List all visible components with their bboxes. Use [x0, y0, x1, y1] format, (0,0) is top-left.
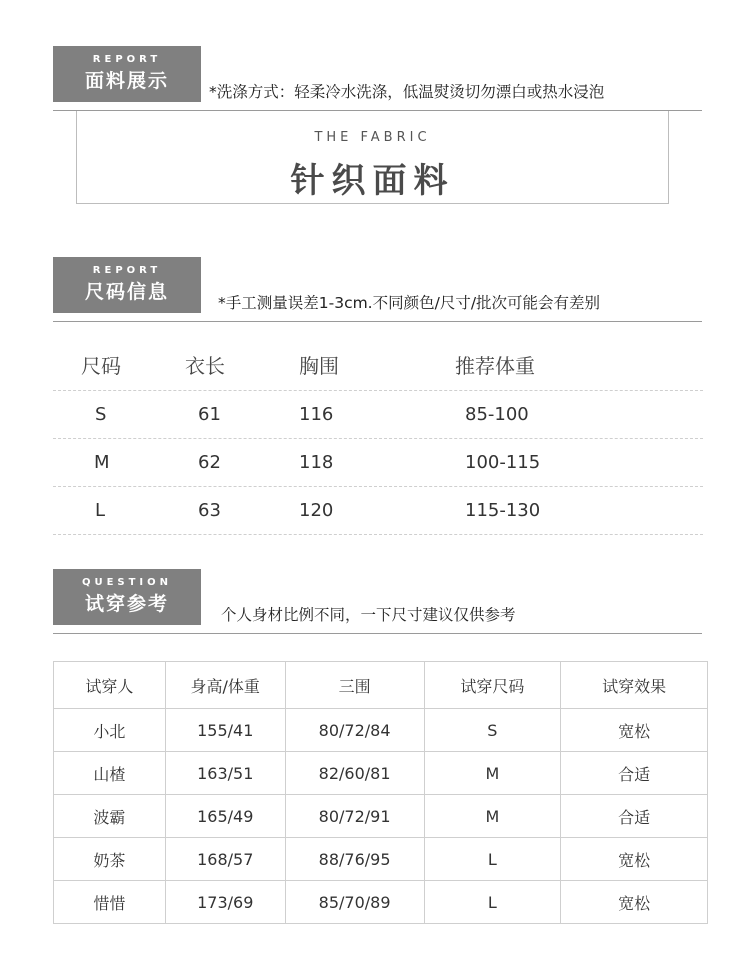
size-cell: S [95, 404, 107, 425]
size-divider [53, 321, 702, 322]
tester-cell: 小北 [54, 709, 166, 752]
measurements-cell: 85/70/89 [285, 881, 424, 924]
fit-result-cell: 合适 [561, 795, 708, 838]
size-tag-zh: 尺码信息 [84, 281, 169, 303]
fabric-wash-note: *洗涤方式：轻柔冷水洗涤，低温熨烫切勿漂白或热水浸泡 [209, 83, 605, 101]
header-fit-result: 试穿效果 [561, 662, 708, 709]
table-row [54, 752, 708, 795]
chest-cell: 118 [299, 452, 334, 473]
height-weight-cell: 155/41 [165, 709, 285, 752]
fit-result-cell: 宽松 [561, 709, 708, 752]
question-tag-en: QUESTION [81, 577, 173, 588]
height-weight-cell: 163/51 [165, 752, 285, 795]
length-cell: 62 [198, 452, 221, 473]
size-row [53, 487, 703, 535]
fit-result-cell: 宽松 [561, 881, 708, 924]
size-table [53, 343, 703, 535]
height-weight-cell: 165/49 [165, 795, 285, 838]
size-table-header [53, 343, 703, 391]
fabric-tag-en: REPORT [92, 54, 162, 65]
size-cell: M [94, 452, 110, 473]
size-row [53, 439, 703, 487]
tester-cell: 山楂 [54, 752, 166, 795]
measurements-cell: 88/76/95 [285, 838, 424, 881]
weight-cell: 85-100 [465, 404, 529, 425]
tried-size-cell: M [424, 795, 561, 838]
table-row [54, 838, 708, 881]
tester-cell: 惜惜 [54, 881, 166, 924]
fitting-table [53, 661, 708, 924]
size-measure-note: *手工测量误差1-3cm.不同颜色/尺寸/批次可能会有差别 [218, 294, 601, 312]
tester-cell: 奶茶 [54, 838, 166, 881]
size-section-tag [53, 257, 201, 313]
fabric-tag-zh: 面料展示 [84, 70, 169, 92]
question-divider [53, 633, 702, 634]
size-header-size: 尺码 [81, 354, 121, 378]
header-height-weight: 身高/体重 [165, 662, 285, 709]
weight-cell: 115-130 [465, 500, 541, 521]
fabric-title-zh: 针织面料 [290, 161, 455, 201]
table-row [54, 709, 708, 752]
question-tag-zh: 试穿参考 [84, 593, 169, 615]
measurements-cell: 80/72/91 [285, 795, 424, 838]
table-row [54, 881, 708, 924]
fabric-title-box [76, 111, 669, 204]
size-cell: L [95, 500, 106, 521]
fitting-table-header [54, 662, 708, 709]
tried-size-cell: L [424, 881, 561, 924]
tester-cell: 波霸 [54, 795, 166, 838]
weight-cell: 100-115 [465, 452, 541, 473]
size-row [53, 391, 703, 439]
fabric-title-en: THE FABRIC [314, 130, 431, 145]
fit-result-cell: 合适 [561, 752, 708, 795]
size-tag-en: REPORT [92, 265, 162, 276]
length-cell: 63 [198, 500, 221, 521]
question-note: 个人身材比例不同，一下尺寸建议仅供参考 [221, 606, 516, 624]
header-measurements: 三围 [285, 662, 424, 709]
chest-cell: 120 [299, 500, 334, 521]
measurements-cell: 82/60/81 [285, 752, 424, 795]
header-tester: 试穿人 [54, 662, 166, 709]
size-header-length: 衣长 [185, 354, 225, 378]
height-weight-cell: 173/69 [165, 881, 285, 924]
fabric-section-tag [53, 46, 201, 102]
header-tried-size: 试穿尺码 [424, 662, 561, 709]
chest-cell: 116 [299, 404, 334, 425]
table-row [54, 795, 708, 838]
size-header-chest: 胸围 [299, 354, 339, 378]
question-section-tag [53, 569, 201, 625]
length-cell: 61 [198, 404, 221, 425]
tried-size-cell: M [424, 752, 561, 795]
height-weight-cell: 168/57 [165, 838, 285, 881]
tried-size-cell: S [424, 709, 561, 752]
measurements-cell: 80/72/84 [285, 709, 424, 752]
fit-result-cell: 宽松 [561, 838, 708, 881]
size-header-weight: 推荐体重 [455, 354, 535, 378]
tried-size-cell: L [424, 838, 561, 881]
